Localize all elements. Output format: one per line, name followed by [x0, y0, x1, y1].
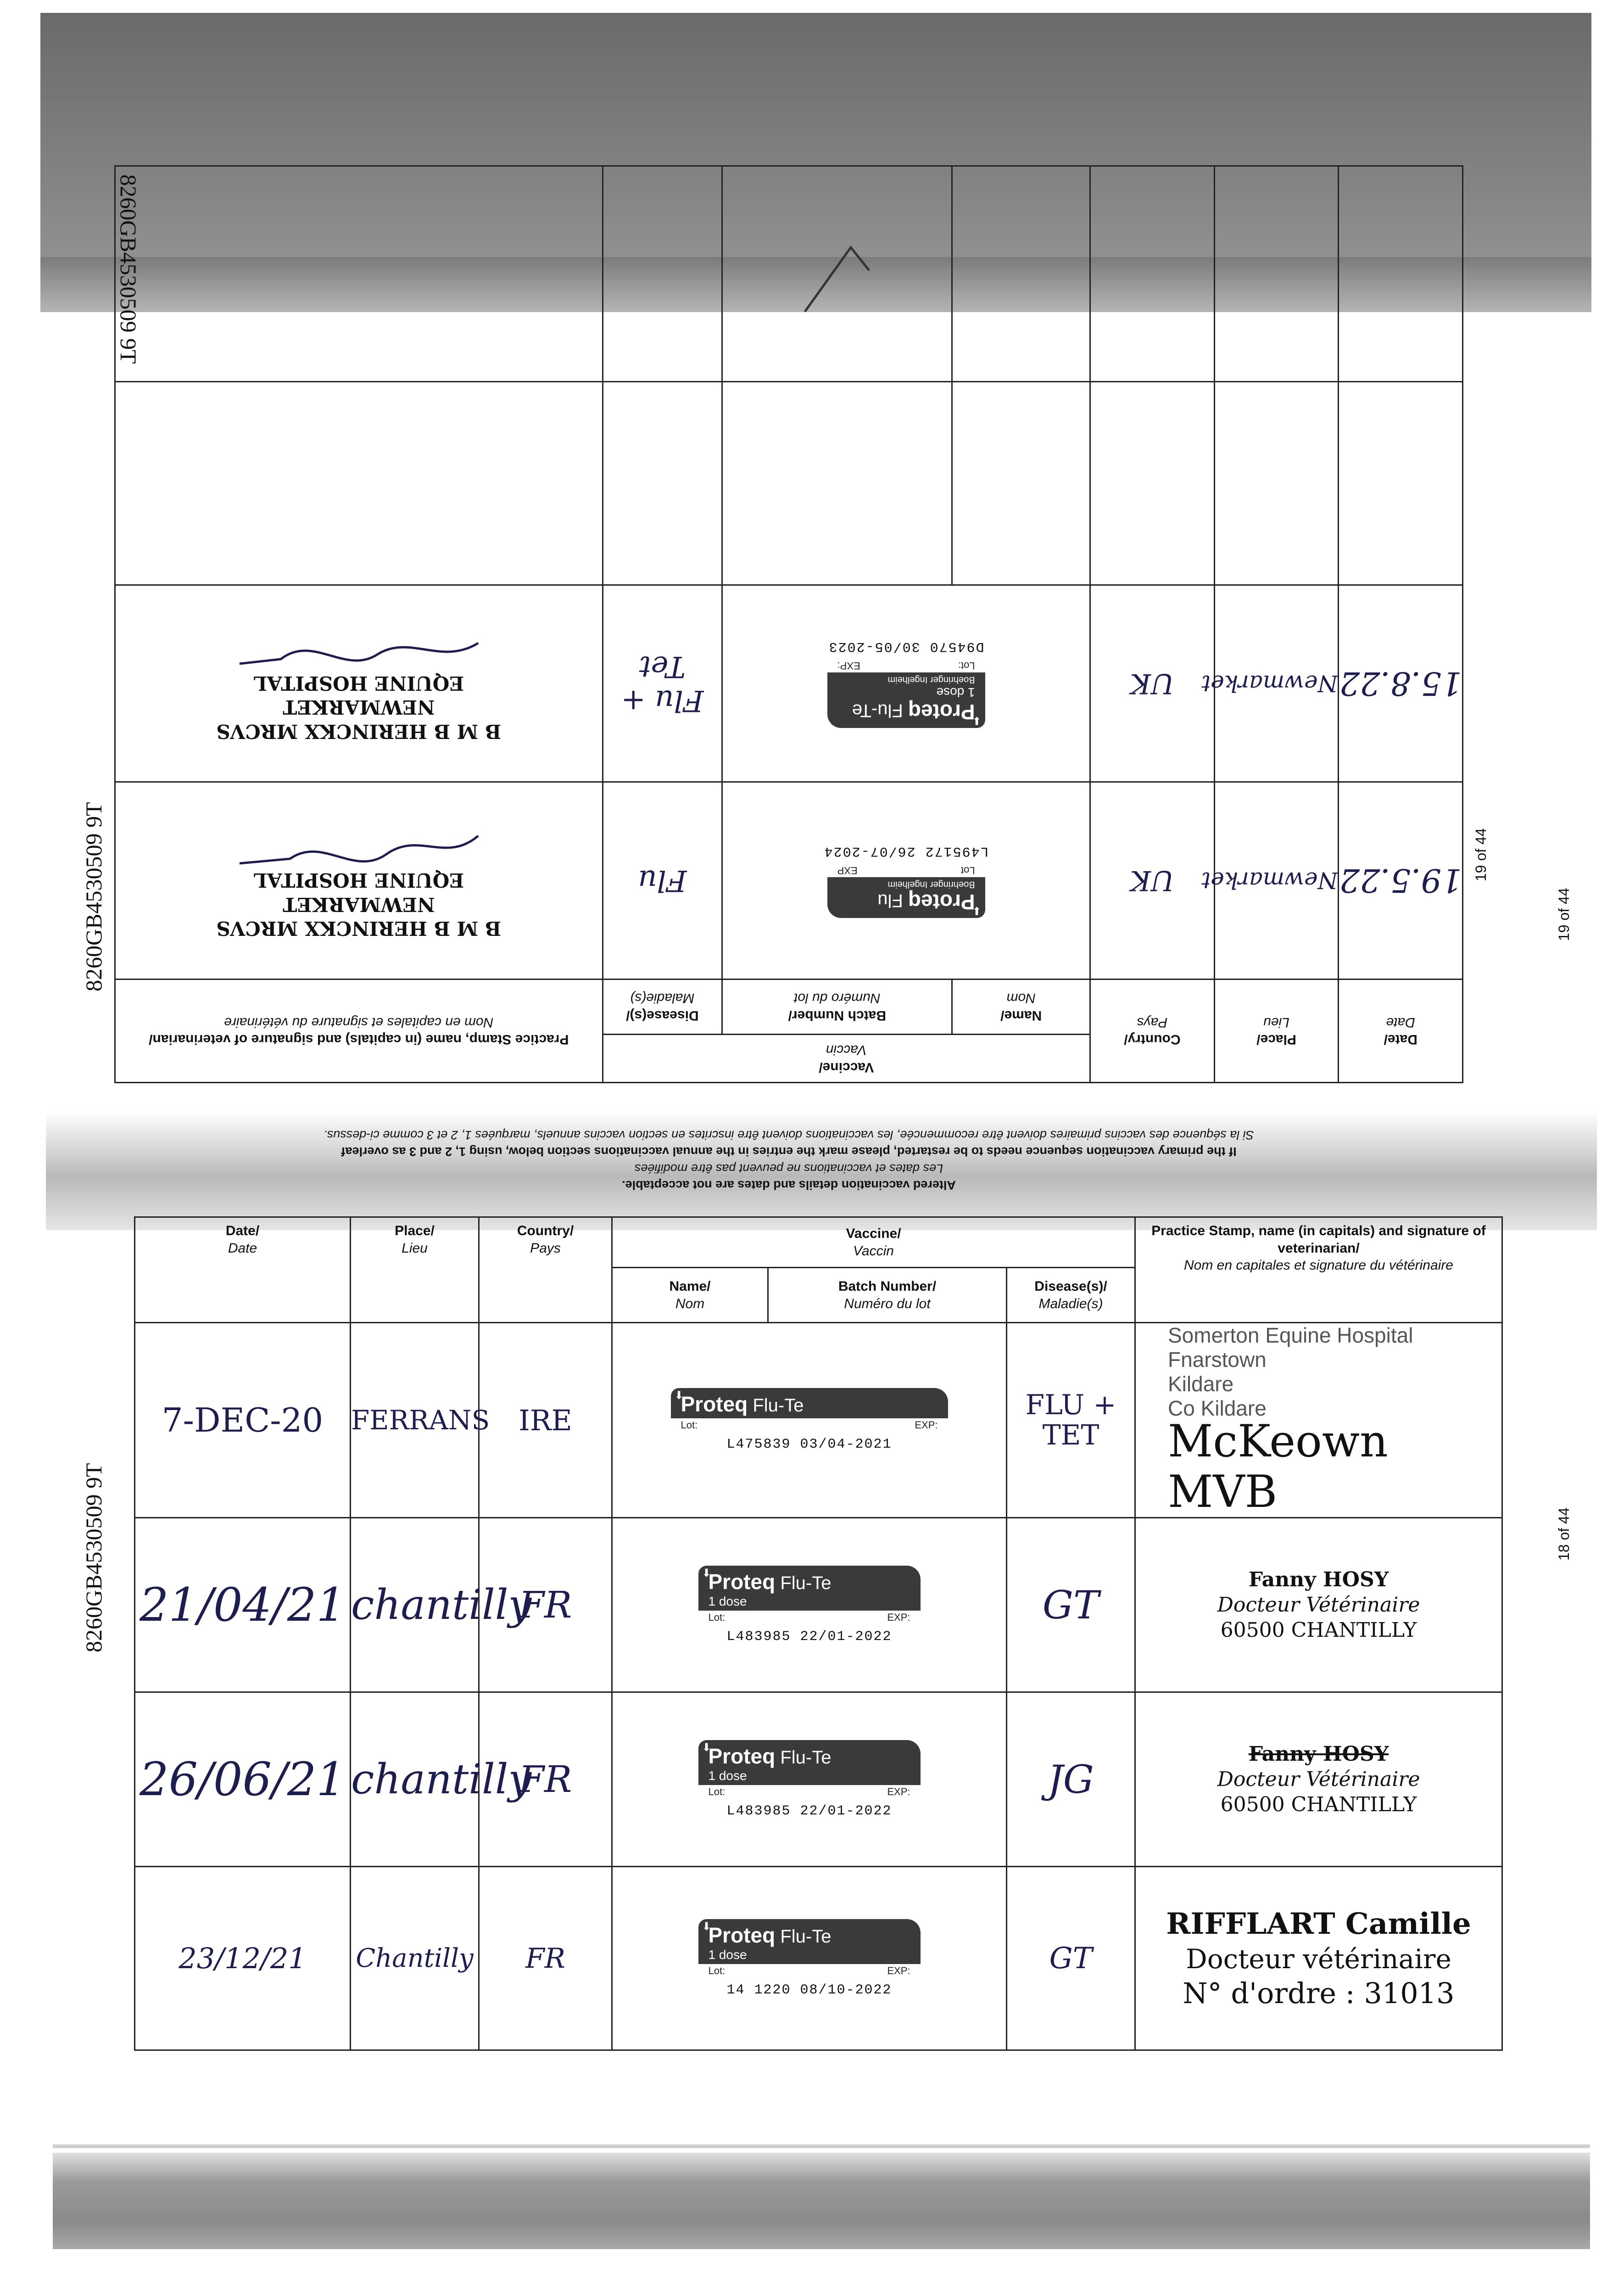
page19-page-number: 19 of 44 — [1473, 828, 1489, 881]
lot-label: Lot: — [708, 1965, 725, 1976]
table-row — [135, 1867, 1502, 2050]
row-date: 26/06/21 — [135, 1692, 351, 1867]
row-country: FR — [479, 1867, 612, 2050]
practice-stamp — [1135, 1518, 1502, 1692]
vaccine-brand: Proteq — [708, 1569, 776, 1594]
header-date: Date/ Date — [135, 1217, 351, 1323]
vaccine-product: Flu-Te — [780, 1747, 832, 1768]
practice-stamp — [1135, 1692, 1502, 1867]
signature-scribble — [230, 629, 487, 671]
stamp-line: B M B HERINCKX MRCVS — [216, 720, 502, 743]
exp-label: EXP: — [887, 1786, 910, 1797]
vaccine-label — [698, 1919, 921, 1978]
vaccine-dose: 1 dose — [708, 1594, 747, 1608]
vaccine-label-cell — [722, 585, 1090, 782]
stamp-line: B M B HERINCKX MRCVS — [216, 917, 502, 940]
stamp-line: Fanny HOSY — [1248, 1742, 1389, 1766]
header-stamp: Practice Stamp, name (in capitals) and signature of veterinarian/ Nom en capitales et signature du vétérinaire — [1135, 1217, 1502, 1323]
header-batch: Batch Number/ Numéro du lot — [768, 1268, 1007, 1323]
table-row — [115, 585, 1463, 782]
batch-number: L475839 03/04-2021 — [726, 1437, 892, 1453]
header-place: Place/ Lieu — [1214, 979, 1339, 1082]
stamp-line: NEWMARKET — [283, 696, 435, 719]
row-disease: GT — [1007, 1518, 1135, 1692]
batch-number: D94570 30/05-2023 — [828, 638, 984, 655]
header-name: Name/ Nom — [952, 979, 1090, 1035]
row-country: FR — [479, 1692, 612, 1867]
row-place: Chantilly — [351, 1867, 479, 2050]
page19-page-number-upright: 19 of 44 — [1556, 888, 1572, 941]
exp-label: EXP: — [887, 1611, 910, 1623]
notice-line2: If the primary vaccination sequence needs to be restarted, please mark the entries in the annual vaccinations section below, using 1, 2 and 3 as overleaf — [341, 1145, 1237, 1159]
row-place: chantilly — [351, 1518, 479, 1692]
practice-stamp — [1135, 1867, 1502, 2050]
page18-page-number: 18 of 44 — [1556, 1507, 1572, 1561]
vaccine-product: Flu-Te — [852, 700, 903, 721]
stamp-line: Docteur vétérinaire — [1186, 1943, 1451, 1975]
row-date: 23/12/21 — [135, 1867, 351, 2050]
header-disease: Disease(s)/ Maladie(s) — [603, 979, 722, 1035]
vaccine-label-cell — [612, 1518, 1007, 1692]
vaccine-dose: 1 dose — [708, 1947, 747, 1962]
stamp-line: 60500 CHANTILLY — [1220, 1793, 1417, 1817]
header-disease: Disease(s)/ Maladie(s) — [1007, 1268, 1135, 1323]
page18-vaccination-table — [134, 1216, 1503, 2051]
signature-scribble — [230, 827, 487, 868]
table-row-empty — [115, 166, 1463, 382]
header-stamp: Practice Stamp, name (in capitals) and signature of veterinarian/ Nom en capitales et signature du vétérinaire — [115, 979, 603, 1082]
page19-notice — [146, 1126, 1431, 1193]
batch-number: L483985 22/01-2022 — [726, 1803, 892, 1819]
lot-label: Lot: — [708, 1611, 725, 1623]
header-country: Country/ Pays — [479, 1217, 612, 1323]
exp-label: EXP: — [887, 1965, 910, 1976]
row-place: Newmarket — [1214, 782, 1339, 979]
vaccine-dose: 1 dose — [708, 1768, 747, 1783]
stamp-line: Docteur Vétérinaire — [1217, 1768, 1420, 1791]
stamp-line: EQUINE HOSPITAL — [253, 672, 464, 694]
row-date: 19.5.22 — [1339, 782, 1463, 979]
exp-label: EXP: — [915, 1419, 938, 1431]
header-vaccine: Vaccine/ Vaccin — [603, 1035, 1090, 1083]
vaccine-product: Flu-Te — [780, 1573, 832, 1593]
vaccine-product: Flu-Te — [753, 1395, 804, 1416]
vaccine-brand: Proteq — [708, 1923, 776, 1947]
lot-label: Lot: — [681, 1419, 698, 1431]
vaccine-label-cell — [612, 1323, 1007, 1518]
stamp-line: Fnarstown — [1168, 1347, 1267, 1371]
vaccine-label — [698, 1566, 921, 1624]
arrow-icon: ⬇ — [972, 904, 982, 917]
stamp-line: Kildare — [1168, 1371, 1234, 1396]
row-country: UK — [1090, 782, 1215, 979]
practice-stamp — [115, 782, 603, 979]
page19-vaccination-table — [114, 165, 1463, 1083]
lot-label: Lot — [961, 864, 975, 876]
lot-label: Lot: — [708, 1786, 725, 1797]
row-date: 21/04/21 — [135, 1518, 351, 1692]
row-country: FR — [479, 1518, 612, 1692]
exp-label: EXP — [837, 864, 858, 876]
header-date: Date/ Date — [1339, 979, 1463, 1082]
vaccine-label-cell — [612, 1692, 1007, 1867]
batch-number: L495172 26/07-2024 — [823, 843, 989, 859]
arrow-icon: ⬇ — [702, 1567, 711, 1579]
vaccine-dose: 1 dose — [936, 685, 975, 700]
vaccine-product: Flu-Te — [780, 1926, 832, 1947]
page19-side-code-upright: 8260GB4530509 9T — [81, 802, 106, 991]
stamp-line: Docteur Vétérinaire — [1217, 1593, 1420, 1617]
row-date: 7-DEC-20 — [135, 1323, 351, 1518]
vaccine-label — [827, 863, 985, 918]
vaccine-label — [671, 1388, 948, 1432]
row-place: Newmarket — [1214, 585, 1339, 782]
vaccine-brand: Proteq — [908, 700, 975, 724]
header-place: Place/ Lieu — [351, 1217, 479, 1323]
batch-number: 14 1220 08/10-2022 — [726, 1982, 892, 1998]
notice-line2-fr: Si la séquence des vaccins primaires doivent être recommencée, les vaccinations doivent être inscrites en section vaccins annuels, marquées 1, 2 et 3 comme ci-dessus. — [324, 1128, 1254, 1142]
row-country: IRE — [479, 1323, 612, 1518]
row-disease: GT — [1007, 1867, 1135, 2050]
table-row — [135, 1518, 1502, 1692]
header-batch: Batch Number/ Numéro du lot — [722, 979, 952, 1035]
vaccine-brand: Proteq — [681, 1392, 748, 1416]
row-disease: JG — [1007, 1692, 1135, 1867]
header-country: Country/ Pays — [1090, 979, 1215, 1082]
arrow-icon: ⬇ — [702, 1741, 711, 1754]
check-mark-cell — [722, 166, 952, 382]
batch-number: L483985 22/01-2022 — [726, 1629, 892, 1645]
stamp-line: RIFFLART Camille — [1166, 1906, 1471, 1941]
check-mark-icon — [791, 229, 883, 321]
arrow-icon: ⬇ — [674, 1389, 684, 1402]
stamp-line: 60500 CHANTILLY — [1220, 1618, 1417, 1642]
stamp-line: NEWMARKET — [283, 893, 435, 916]
row-disease: FLU + TET — [1007, 1323, 1135, 1518]
vaccine-brand: Proteq — [708, 1744, 776, 1768]
row-disease: Flu — [603, 782, 722, 979]
vaccine-product: Flu — [877, 890, 903, 911]
arrow-icon: ⬇ — [702, 1920, 711, 1933]
lot-label: Lot: — [958, 660, 975, 672]
table-row-empty — [115, 381, 1463, 585]
stamp-line: Somerton Equine Hospital — [1168, 1323, 1413, 1347]
row-disease: Flu + Tet — [603, 585, 722, 782]
row-place: FERRANS — [351, 1323, 479, 1518]
signature: McKeown MVB — [1168, 1415, 1388, 1517]
vaccine-label-cell — [722, 782, 1090, 979]
practice-stamp — [1135, 1323, 1502, 1518]
vaccine-label — [827, 659, 985, 728]
stamp-line: Fanny HOSY — [1248, 1568, 1389, 1592]
vaccine-brand: Proteq — [908, 890, 975, 914]
practice-stamp — [115, 585, 603, 782]
header-name: Name/ Nom — [612, 1268, 768, 1323]
exp-label: EXP: — [837, 660, 860, 672]
vaccine-maker: Boehringer Ingelheim — [887, 675, 975, 685]
page18-side-code: 8260GB4530509 9T — [81, 1463, 106, 1652]
notice-line1: Altered vaccination details and dates are not acceptable. — [622, 1178, 956, 1192]
stamp-line: N° d'ordre : 31013 — [1183, 1976, 1455, 2010]
table-row — [135, 1323, 1502, 1518]
table-row — [115, 782, 1463, 979]
table-row — [135, 1692, 1502, 1867]
header-vaccine: Vaccine/ Vaccin — [612, 1217, 1135, 1268]
vaccine-maker: Boehringer Ingelheim — [887, 879, 975, 890]
vaccine-label-cell — [612, 1867, 1007, 2050]
notice-line1-fr: Les dates et vaccinations ne peuvent pas être modifiées — [634, 1161, 943, 1175]
stamp-line: EQUINE HOSPITAL — [253, 869, 464, 892]
page19-side-code: 8260GB4530509 9T — [116, 174, 141, 364]
stamp-line: Co Kildare — [1168, 1396, 1267, 1420]
row-place: chantilly — [351, 1692, 479, 1867]
arrow-icon: ⬇ — [972, 714, 982, 727]
vaccine-label — [698, 1740, 921, 1799]
row-country: UK — [1090, 585, 1215, 782]
row-date: 15.8.22 — [1339, 585, 1463, 782]
